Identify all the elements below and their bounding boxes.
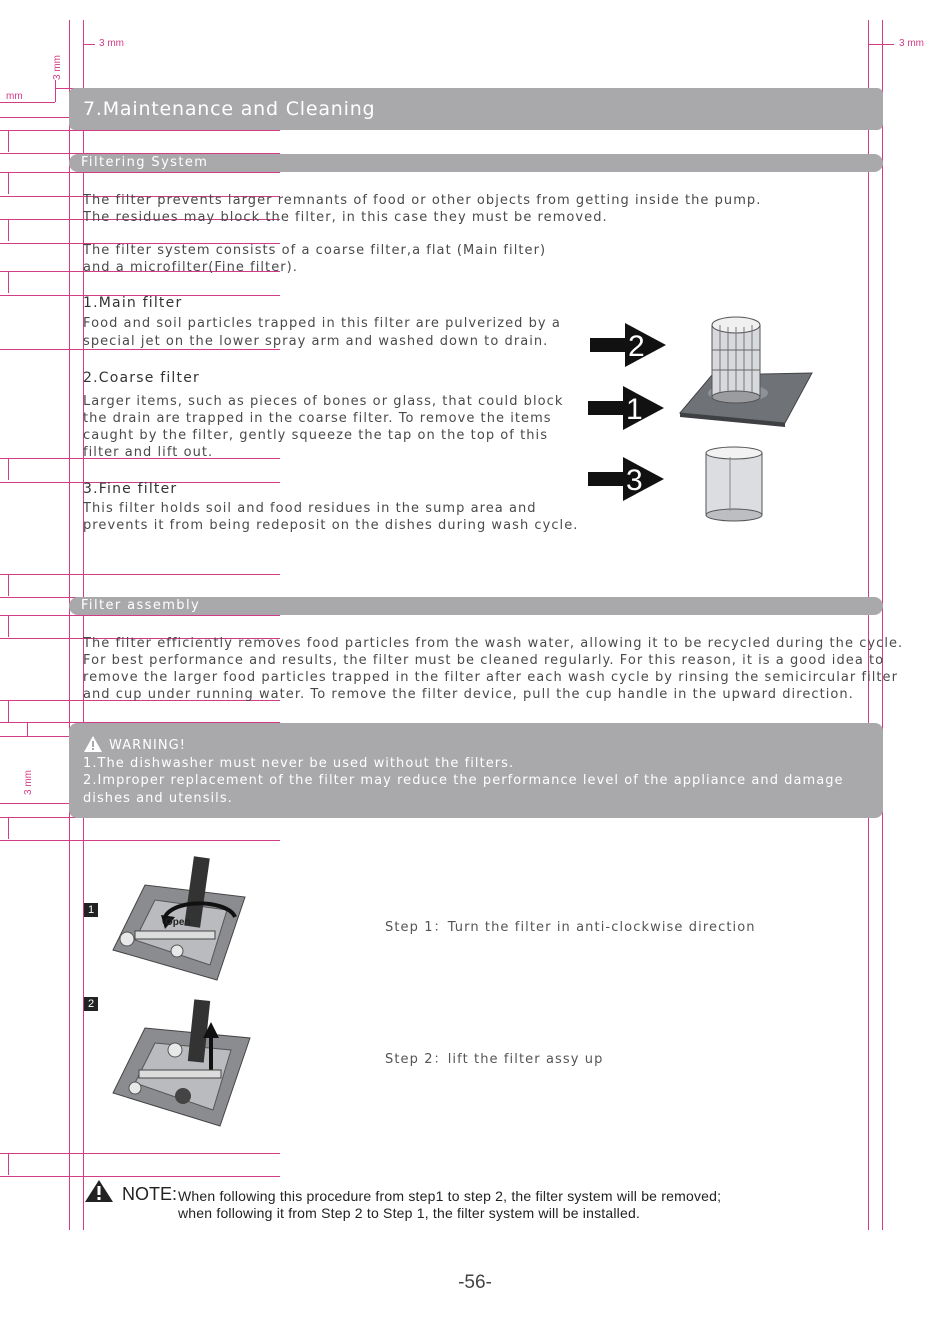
step-1-text: Step 1：Turn the filter in anti-clockwise direction (385, 920, 756, 935)
fine-filter-title: 3.Fine filter (83, 481, 178, 497)
assembly-line: and cup under running water. To remove the filter device, pull the cup handle in the upward direction. (83, 687, 854, 702)
assembly-line: remove the larger food particles trapped in the filter after each wash cycle by rinsing the semicircular filter (83, 670, 898, 685)
coarse-filter-line: filter and lift out. (83, 445, 214, 460)
warning-box (69, 723, 883, 818)
filter-parts-diagram (580, 305, 820, 535)
main-filter-line: special jet on the lower spray arm and washed down to drain. (83, 334, 549, 349)
main-filter-line: Food and soil particles trapped in this filter are pulverized by a (83, 316, 561, 331)
diagram-label-2: 2 (628, 330, 645, 363)
warning-line: dishes and utensils. (83, 791, 233, 806)
margin-mark-left-short: mm (6, 91, 23, 102)
page-number: -56- (458, 1272, 492, 1293)
filtering-system-heading-bar (69, 154, 883, 172)
diagram-label-3: 3 (626, 464, 643, 497)
assembly-line: The filter efficiently removes food particles from the wash water, allowing it to be recycled during the cycle. (83, 636, 904, 651)
main-filter-title: 1.Main filter (83, 295, 183, 311)
fine-filter-line: prevents it from being redeposit on the dishes during wash cycle. (83, 518, 579, 533)
intro-line: The filter system consists of a coarse filter,a flat (Main filter) (83, 243, 547, 258)
fine-filter-illustration (706, 447, 762, 521)
coarse-filter-title: 2.Coarse filter (83, 370, 200, 386)
margin-mark-top-left: 3 mm (99, 38, 124, 49)
step-2-text: Step 2：lift the filter assy up (385, 1052, 604, 1067)
warning-title: WARNING! (109, 738, 187, 753)
step-2-illustration (105, 998, 255, 1130)
diagram-label-1: 1 (626, 393, 643, 426)
assembly-line: For best performance and results, the filter must be cleaned regularly. For this reason, it is a good idea to (83, 653, 885, 668)
fine-filter-line: This filter holds soil and food residues in the sump area and (83, 501, 537, 516)
note-label: NOTE: (122, 1184, 178, 1204)
margin-mark-top-right: 3 mm (899, 38, 924, 49)
arrow-callout-2 (590, 323, 666, 367)
step-1-illustration (105, 855, 255, 995)
filter-assembly-heading: Filter assembly (81, 598, 201, 613)
step-number-2: 2 (84, 997, 98, 1011)
note-line-2: when following it from Step 2 to Step 1, the filter system will be installed. (178, 1205, 641, 1221)
caution-icon (85, 1180, 113, 1202)
intro-line: The residues may block the filter, in this case they must be removed. (83, 210, 608, 225)
coarse-filter-line: the drain are trapped in the coarse filter. To remove the items (83, 411, 552, 426)
step-number-1: 1 (84, 903, 98, 917)
intro-line: and a microfilter(Fine filter). (83, 260, 298, 275)
coarse-filter-illustration (712, 317, 760, 403)
margin-mark-vertical-left: 3 mm (23, 770, 34, 795)
warning-line: 2.Improper replacement of the filter may reduce the performance level of the appliance and damage (83, 773, 844, 788)
arrow-callout-1 (588, 386, 664, 430)
open-label: Open (165, 917, 191, 928)
coarse-filter-line: caught by the filter, gently squeeze the tap on the top of this (83, 428, 549, 443)
page-title: 7.Maintenance and Cleaning (83, 98, 376, 120)
coarse-filter-line: Larger items, such as pieces of bones or glass, that could block (83, 394, 564, 409)
note-line-1: When following this procedure from step1 to step 2, the filter system will be removed; (178, 1188, 722, 1204)
intro-line: The filter prevents larger remnants of food or other objects from getting inside the pump. (83, 193, 762, 208)
warning-icon (84, 736, 102, 752)
arrow-callout-3 (588, 457, 664, 501)
section-title-bar (69, 88, 883, 130)
filter-assembly-heading-bar (69, 597, 883, 615)
warning-line: 1.The dishwasher must never be used without the filters. (83, 756, 515, 771)
filtering-system-heading: Filtering System (81, 155, 209, 170)
margin-mark-vertical-top: 3 mm (52, 55, 63, 80)
